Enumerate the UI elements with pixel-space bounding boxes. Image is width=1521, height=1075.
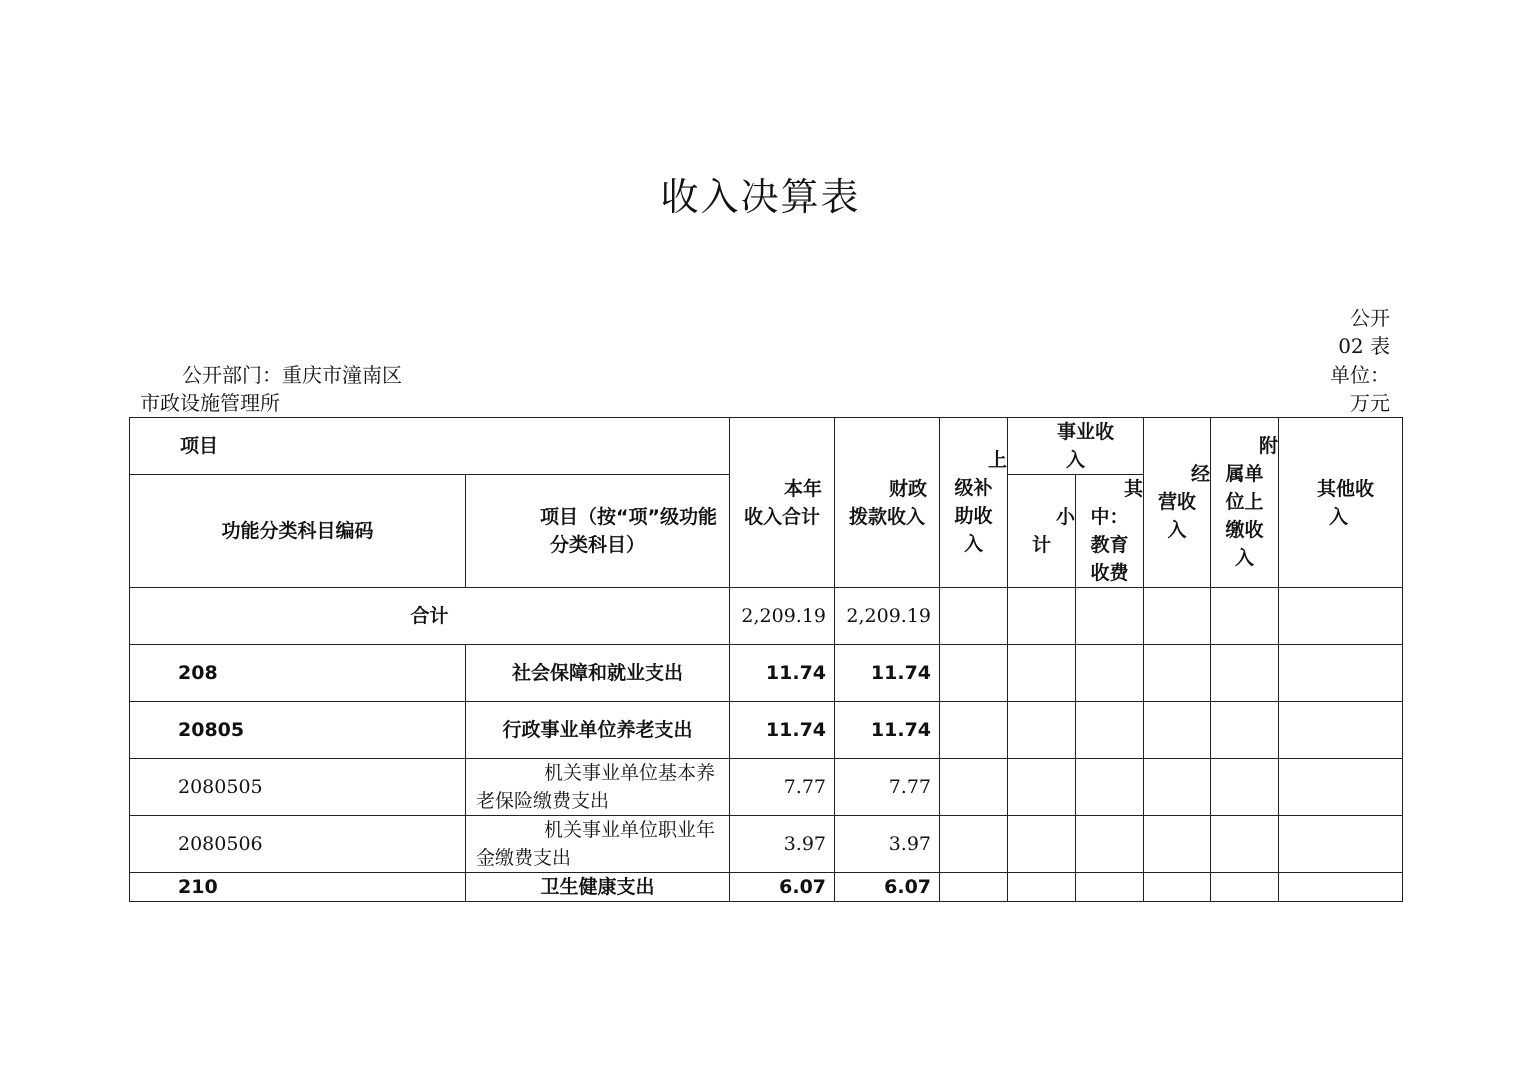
- row-total: 11.74: [730, 702, 835, 759]
- table-row: [130, 645, 1403, 702]
- row-code: 20805: [130, 702, 466, 759]
- empty-cell: [1008, 873, 1076, 902]
- total-row-fiscal: 2,209.19: [835, 588, 940, 645]
- header-affiliate-line4: 缴收: [1225, 519, 1264, 541]
- income-table: [129, 417, 1403, 902]
- unit-label: [1290, 361, 1390, 417]
- empty-cell: [1008, 759, 1076, 816]
- header-affiliate-line2: 属单: [1225, 463, 1264, 485]
- header-edu-line4: 收费: [1090, 562, 1129, 584]
- total-row: [130, 588, 1403, 645]
- row-code: 210: [130, 873, 466, 902]
- header-business-line3: 入: [1167, 519, 1187, 541]
- header-superior-line1: 上: [988, 449, 1008, 471]
- header-subtotal: [1008, 475, 1076, 588]
- header-fiscal-line1: 财政: [889, 477, 928, 500]
- header-superior: [940, 418, 1008, 588]
- header-career-line1: 事业收: [1057, 421, 1115, 443]
- unit-line2: 万元: [1350, 391, 1390, 415]
- header-superior-line4: 入: [964, 533, 984, 555]
- header-edu-line3: 教育: [1090, 534, 1129, 556]
- form-code: [1290, 304, 1390, 360]
- header-superior-line3: 助收: [954, 505, 993, 527]
- row-name: 卫生健康支出: [466, 873, 730, 902]
- empty-cell: [1008, 702, 1076, 759]
- header-affiliate-line3: 位上: [1225, 491, 1264, 513]
- empty-cell: [1144, 759, 1211, 816]
- header-project: 项目: [130, 418, 730, 475]
- empty-cell: [1279, 759, 1403, 816]
- empty-cell: [1008, 588, 1076, 645]
- empty-cell: [1211, 645, 1279, 702]
- header-business-line1: 经: [1191, 463, 1211, 485]
- empty-cell: [940, 588, 1008, 645]
- row-name-line2: 老保险缴费支出: [476, 790, 610, 812]
- header-business-line2: 营收: [1158, 491, 1197, 513]
- empty-cell: [1144, 816, 1211, 873]
- header-other-line2: 入: [1329, 505, 1349, 528]
- empty-cell: [940, 645, 1008, 702]
- row-fiscal: 11.74: [835, 702, 940, 759]
- empty-cell: [1144, 873, 1211, 902]
- header-total: [730, 418, 835, 588]
- empty-cell: [1008, 645, 1076, 702]
- header-item-line2: 分类科目）: [550, 534, 646, 556]
- empty-cell: [1076, 588, 1144, 645]
- empty-cell: [1211, 702, 1279, 759]
- header-item: [466, 475, 730, 588]
- header-career: [1008, 418, 1144, 475]
- row-name-line1: 机关事业单位职业年: [544, 819, 716, 841]
- department-line2: 市政设施管理所: [140, 391, 280, 415]
- empty-cell: [1076, 759, 1144, 816]
- header-career-line2: 入: [1066, 449, 1086, 471]
- row-name: 行政事业单位养老支出: [466, 702, 730, 759]
- department-line1: 公开部门：重庆市潼南区: [182, 363, 402, 387]
- row-total: 3.97: [730, 816, 835, 873]
- header-edu-line1: 其: [1124, 478, 1144, 500]
- row-fiscal: 6.07: [835, 873, 940, 902]
- empty-cell: [1279, 645, 1403, 702]
- header-fiscal: [835, 418, 940, 588]
- form-code-line1: 公开: [1350, 306, 1390, 330]
- table-row: [130, 816, 1403, 873]
- header-item-line1: 项目（按“项”级功能: [540, 506, 718, 528]
- header-fiscal-line2: 拨款收入: [849, 505, 926, 528]
- table-row: [130, 702, 1403, 759]
- page-title: 收入决算表: [660, 175, 861, 219]
- header-affiliate-line1: 附: [1259, 435, 1279, 457]
- row-code: 208: [130, 645, 466, 702]
- row-name: [466, 816, 730, 873]
- empty-cell: [1144, 588, 1211, 645]
- header-subtotal-line1: 小: [1056, 506, 1076, 528]
- table-row: [130, 759, 1403, 816]
- empty-cell: [1211, 873, 1279, 902]
- empty-cell: [940, 816, 1008, 873]
- row-name-line2: 金缴费支出: [476, 847, 572, 869]
- form-code-line2: 02 表: [1338, 334, 1390, 358]
- empty-cell: [1279, 816, 1403, 873]
- empty-cell: [1211, 816, 1279, 873]
- empty-cell: [1279, 588, 1403, 645]
- row-name-line1: 机关事业单位基本养: [544, 762, 716, 784]
- header-affiliate: [1211, 418, 1279, 588]
- table-row: [130, 873, 1403, 902]
- header-other: [1279, 418, 1403, 588]
- header-superior-line2: 级补: [954, 477, 993, 499]
- header-affiliate-line5: 入: [1235, 547, 1255, 569]
- empty-cell: [1211, 588, 1279, 645]
- unit-line1: 单位：: [1330, 363, 1390, 387]
- empty-cell: [940, 702, 1008, 759]
- row-total: 6.07: [730, 873, 835, 902]
- header-total-line1: 本年: [784, 477, 823, 500]
- empty-cell: [1211, 759, 1279, 816]
- row-name: 社会保障和就业支出: [466, 645, 730, 702]
- header-total-line2: 收入合计: [744, 505, 821, 528]
- row-name: [466, 759, 730, 816]
- total-label: 合计: [130, 588, 730, 645]
- empty-cell: [1008, 816, 1076, 873]
- empty-cell: [1279, 702, 1403, 759]
- header-edu-line2: 中：: [1090, 506, 1129, 528]
- empty-cell: [1076, 816, 1144, 873]
- row-code: 2080506: [130, 816, 466, 873]
- row-code: 2080505: [130, 759, 466, 816]
- header-row-1: [130, 418, 1403, 475]
- empty-cell: [940, 759, 1008, 816]
- empty-cell: [1144, 702, 1211, 759]
- empty-cell: [1076, 873, 1144, 902]
- empty-cell: [1076, 645, 1144, 702]
- row-fiscal: 7.77: [835, 759, 940, 816]
- header-other-line1: 其他收: [1317, 477, 1375, 500]
- empty-cell: [1279, 873, 1403, 902]
- header-code: 功能分类科目编码: [130, 475, 466, 588]
- empty-cell: [1076, 702, 1144, 759]
- row-fiscal: 11.74: [835, 645, 940, 702]
- total-row-total: 2,209.19: [730, 588, 835, 645]
- header-subtotal-line2: 计: [1032, 534, 1052, 556]
- empty-cell: [940, 873, 1008, 902]
- row-fiscal: 3.97: [835, 816, 940, 873]
- row-total: 11.74: [730, 645, 835, 702]
- header-business: [1144, 418, 1211, 588]
- department-label: [140, 361, 540, 417]
- empty-cell: [1144, 645, 1211, 702]
- header-edu: [1076, 475, 1144, 588]
- row-total: 7.77: [730, 759, 835, 816]
